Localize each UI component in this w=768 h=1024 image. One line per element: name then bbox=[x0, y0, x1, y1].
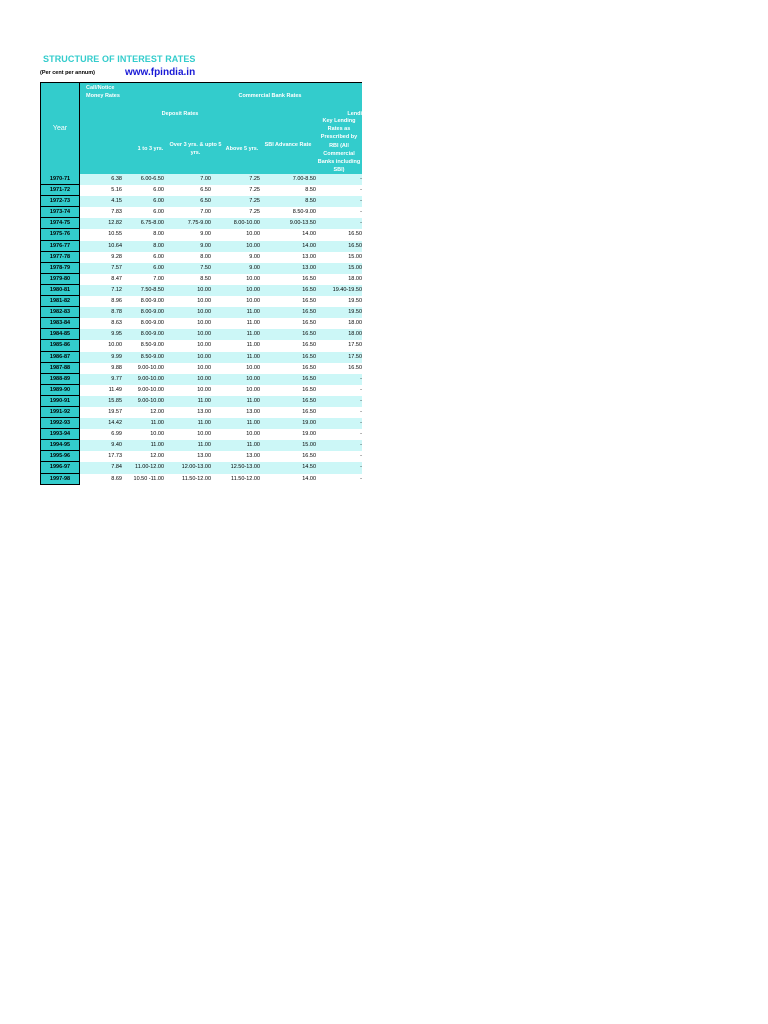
key-lending-cell: 18.00 bbox=[348, 320, 362, 327]
table-row bbox=[40, 396, 362, 407]
key-lending-cell: 19.40-19.50 bbox=[332, 286, 362, 293]
deposit-1-3-cell: 11.00-12.00 bbox=[135, 464, 164, 471]
key-lending-cell: - bbox=[360, 475, 362, 482]
table-row bbox=[40, 385, 362, 396]
deposit-3-5-cell: 10.00 bbox=[197, 320, 211, 327]
deposit-above-5-cell: 11.00 bbox=[246, 353, 260, 360]
table-row bbox=[40, 352, 362, 363]
sbi-advance-cell: 14.00 bbox=[302, 475, 316, 482]
deposit-3-5-cell: 6.50 bbox=[200, 187, 211, 194]
table-row bbox=[40, 340, 362, 351]
key-lending-cell: - bbox=[360, 431, 362, 438]
call-money-cell: 10.55 bbox=[108, 231, 122, 238]
deposit-3-5-cell: 8.00 bbox=[200, 253, 211, 260]
year-cell: 1974-75 bbox=[40, 218, 80, 229]
sbi-advance-cell: 8.50-9.00 bbox=[292, 209, 316, 216]
deposit-above-5-cell: 9.00 bbox=[249, 264, 260, 271]
deposit-3-5-cell: 10.00 bbox=[197, 298, 211, 305]
call-money-cell: 7.12 bbox=[111, 286, 122, 293]
deposit-3-5-cell: 10.00 bbox=[197, 342, 211, 349]
deposit-1-3-cell: 7.00 bbox=[153, 275, 164, 282]
year-cell: 1976-77 bbox=[40, 241, 80, 252]
year-cell: 1989-90 bbox=[40, 385, 80, 396]
sbi-advance-cell: 14.50 bbox=[302, 464, 316, 471]
deposit-1-3-cell: 8.00 bbox=[153, 231, 164, 238]
table-row bbox=[40, 274, 362, 285]
key-lending-cell: - bbox=[360, 375, 362, 382]
key-lending-cell: - bbox=[360, 209, 362, 216]
deposit-above-5-cell: 13.00 bbox=[246, 453, 260, 460]
year-cell: 1983-84 bbox=[40, 318, 80, 329]
deposit-1-3-cell: 6.75-8.00 bbox=[140, 220, 164, 227]
deposit-1-3-cell: 9.00-10.00 bbox=[137, 364, 164, 371]
header-sbi-advance-rate: SBI Advance Rate bbox=[264, 142, 312, 148]
year-cell: 1996-97 bbox=[40, 462, 80, 473]
unit-note: (Per cent per annum) bbox=[40, 70, 96, 76]
deposit-above-5-cell: 11.00 bbox=[246, 320, 260, 327]
deposit-3-5-cell: 9.00 bbox=[200, 231, 211, 238]
deposit-1-3-cell: 12.00 bbox=[150, 453, 164, 460]
table-row bbox=[40, 440, 362, 451]
deposit-1-3-cell: 10.00 bbox=[150, 431, 164, 438]
header-commercial-bank-rates: Commercial Bank Rates bbox=[238, 93, 302, 99]
call-money-cell: 8.47 bbox=[111, 275, 122, 282]
call-money-cell: 9.95 bbox=[111, 331, 122, 338]
key-lending-cell: 15.00 bbox=[348, 264, 362, 271]
deposit-3-5-cell: 10.00 bbox=[197, 353, 211, 360]
table-row bbox=[40, 196, 362, 207]
sbi-advance-cell: 8.50 bbox=[305, 198, 316, 205]
header-3-5-yrs: Over 3 yrs. & upto 5 yrs. bbox=[169, 142, 222, 157]
call-money-cell: 9.99 bbox=[111, 353, 122, 360]
call-money-cell: 8.96 bbox=[111, 298, 122, 305]
table-row bbox=[40, 329, 362, 340]
year-cell: 1971-72 bbox=[40, 185, 80, 196]
table-row bbox=[40, 229, 362, 240]
table-row bbox=[40, 451, 362, 462]
table-row bbox=[40, 263, 362, 274]
deposit-3-5-cell: 6.50 bbox=[200, 198, 211, 205]
deposit-above-5-cell: 7.25 bbox=[249, 187, 260, 194]
key-lending-cell: - bbox=[360, 198, 362, 205]
key-lending-cell: - bbox=[360, 442, 362, 449]
deposit-3-5-cell: 8.50 bbox=[200, 275, 211, 282]
deposit-above-5-cell: 7.25 bbox=[249, 198, 260, 205]
year-cell: 1990-91 bbox=[40, 396, 80, 407]
year-cell: 1991-92 bbox=[40, 407, 80, 418]
deposit-above-5-cell: 11.00 bbox=[246, 309, 260, 316]
deposit-above-5-cell: 11.00 bbox=[246, 442, 260, 449]
deposit-above-5-cell: 12.50-13.00 bbox=[230, 464, 260, 471]
sbi-advance-cell: 16.50 bbox=[302, 386, 316, 393]
key-lending-cell: - bbox=[360, 176, 362, 182]
deposit-above-5-cell: 13.00 bbox=[246, 408, 260, 415]
year-cell: 1987-88 bbox=[40, 363, 80, 374]
key-lending-cell: 16.50 bbox=[348, 242, 362, 249]
sbi-advance-cell: 16.50 bbox=[302, 331, 316, 338]
deposit-3-5-cell: 10.00 bbox=[197, 375, 211, 382]
deposit-1-3-cell: 8.00-9.00 bbox=[140, 309, 164, 316]
table-row bbox=[40, 418, 362, 429]
sbi-advance-cell: 9.00-13.50 bbox=[289, 220, 316, 227]
deposit-1-3-cell: 11.00 bbox=[150, 442, 164, 449]
deposit-1-3-cell: 6.00 bbox=[153, 198, 164, 205]
deposit-3-5-cell: 7.75-9.00 bbox=[187, 220, 211, 227]
deposit-above-5-cell: 10.00 bbox=[246, 286, 260, 293]
deposit-3-5-cell: 12.00-13.00 bbox=[181, 464, 211, 471]
deposit-3-5-cell: 13.00 bbox=[197, 453, 211, 460]
sbi-advance-cell: 8.50 bbox=[305, 187, 316, 194]
sbi-advance-cell: 13.00 bbox=[302, 253, 316, 260]
deposit-3-5-cell: 10.00 bbox=[197, 364, 211, 371]
key-lending-cell: 16.50 bbox=[348, 364, 362, 371]
call-money-cell: 10.00 bbox=[108, 342, 122, 349]
deposit-above-5-cell: 10.00 bbox=[246, 231, 260, 238]
deposit-3-5-cell: 7.00 bbox=[200, 209, 211, 216]
call-money-cell: 15.85 bbox=[108, 397, 122, 404]
header-deposit-rates: Deposit Rates bbox=[161, 111, 199, 117]
deposit-3-5-cell: 11.50-12.00 bbox=[182, 475, 211, 482]
call-money-cell: 14.42 bbox=[108, 420, 122, 427]
deposit-3-5-cell: 7.50 bbox=[200, 264, 211, 271]
deposit-above-5-cell: 11.50-12.00 bbox=[231, 475, 260, 482]
key-lending-cell: 15.00 bbox=[348, 253, 362, 260]
deposit-1-3-cell: 10.50 -11.00 bbox=[133, 475, 164, 482]
sbi-advance-cell: 7.00-8.50 bbox=[292, 176, 316, 182]
deposit-1-3-cell: 8.00-9.00 bbox=[140, 320, 164, 327]
deposit-1-3-cell: 9.00-10.00 bbox=[137, 375, 164, 382]
key-lending-cell: - bbox=[360, 420, 362, 427]
year-cell: 1994-95 bbox=[40, 440, 80, 451]
year-cell: 1984-85 bbox=[40, 329, 80, 340]
deposit-above-5-cell: 11.00 bbox=[246, 397, 260, 404]
call-money-cell: 19.57 bbox=[108, 408, 122, 415]
deposit-1-3-cell: 6.00-6.50 bbox=[140, 176, 164, 182]
year-cell: 1988-89 bbox=[40, 374, 80, 385]
deposit-1-3-cell: 9.00-10.00 bbox=[137, 386, 164, 393]
deposit-above-5-cell: 10.00 bbox=[246, 431, 260, 438]
sbi-advance-cell: 13.00 bbox=[302, 264, 316, 271]
sbi-advance-cell: 16.50 bbox=[302, 375, 316, 382]
deposit-above-5-cell: 10.00 bbox=[246, 375, 260, 382]
year-cell: 1973-74 bbox=[40, 207, 80, 218]
key-lending-cell: - bbox=[360, 187, 362, 194]
year-cell: 1977-78 bbox=[40, 252, 80, 263]
deposit-1-3-cell: 8.00 bbox=[153, 242, 164, 249]
sbi-advance-cell: 16.50 bbox=[302, 275, 316, 282]
call-money-cell: 11.49 bbox=[108, 386, 122, 393]
year-cell: 1993-94 bbox=[40, 429, 80, 440]
sbi-advance-cell: 16.50 bbox=[302, 353, 316, 360]
call-money-cell: 9.88 bbox=[111, 364, 122, 371]
key-lending-cell: - bbox=[360, 408, 362, 415]
table-row bbox=[40, 374, 362, 385]
year-cell: 1995-96 bbox=[40, 451, 80, 462]
deposit-1-3-cell: 7.50-8.50 bbox=[140, 286, 164, 293]
table-row bbox=[40, 407, 362, 418]
table-row bbox=[40, 185, 362, 196]
sbi-advance-cell: 16.50 bbox=[302, 408, 316, 415]
page-title: STRUCTURE OF INTEREST RATES bbox=[43, 54, 196, 64]
deposit-3-5-cell: 10.00 bbox=[197, 431, 211, 438]
key-lending-cell: 19.50 bbox=[348, 309, 362, 316]
table-body bbox=[40, 174, 362, 485]
deposit-above-5-cell: 10.00 bbox=[246, 298, 260, 305]
deposit-1-3-cell: 6.00 bbox=[153, 253, 164, 260]
year-cell: 1985-86 bbox=[40, 340, 80, 351]
deposit-3-5-cell: 10.00 bbox=[197, 331, 211, 338]
deposit-1-3-cell: 11.00 bbox=[150, 420, 164, 427]
call-money-cell: 4.15 bbox=[111, 198, 122, 205]
table-row bbox=[40, 296, 362, 307]
year-cell: 1981-82 bbox=[40, 296, 80, 307]
website-link[interactable]: www.fpindia.in bbox=[125, 67, 196, 78]
deposit-1-3-cell: 8.50-9.00 bbox=[140, 353, 164, 360]
sbi-advance-cell: 14.00 bbox=[302, 231, 316, 238]
header-lending-rates: Lendi bbox=[347, 111, 362, 117]
call-money-cell: 8.69 bbox=[111, 475, 122, 482]
table-row bbox=[40, 307, 362, 318]
sbi-advance-cell: 16.50 bbox=[302, 309, 316, 316]
call-money-cell: 8.63 bbox=[111, 320, 122, 327]
key-lending-cell: - bbox=[360, 220, 362, 227]
key-lending-cell: 17.50 bbox=[348, 342, 362, 349]
deposit-1-3-cell: 8.00-9.00 bbox=[140, 298, 164, 305]
deposit-3-5-cell: 10.00 bbox=[197, 286, 211, 293]
key-lending-cell: 16.50 bbox=[348, 231, 362, 238]
deposit-3-5-cell: 7.00 bbox=[200, 176, 211, 182]
sbi-advance-cell: 14.00 bbox=[302, 242, 316, 249]
table-row bbox=[40, 462, 362, 473]
deposit-above-5-cell: 10.00 bbox=[246, 275, 260, 282]
table-row bbox=[40, 241, 362, 252]
sbi-advance-cell: 16.50 bbox=[302, 298, 316, 305]
table-row bbox=[40, 285, 362, 296]
table-row bbox=[40, 429, 362, 440]
key-lending-cell: 18.00 bbox=[348, 331, 362, 338]
year-cell: 1997-98 bbox=[40, 474, 80, 485]
deposit-above-5-cell: 9.00 bbox=[249, 253, 260, 260]
table-header bbox=[40, 82, 362, 176]
sbi-advance-cell: 16.50 bbox=[302, 342, 316, 349]
deposit-1-3-cell: 9.00-10.00 bbox=[137, 397, 164, 404]
deposit-above-5-cell: 8.00-10.00 bbox=[233, 220, 260, 227]
table-row bbox=[40, 318, 362, 329]
deposit-1-3-cell: 12.00 bbox=[150, 408, 164, 415]
call-money-cell: 9.40 bbox=[111, 442, 122, 449]
call-money-cell: 7.83 bbox=[111, 209, 122, 216]
header-year: Year bbox=[40, 83, 80, 175]
deposit-above-5-cell: 11.00 bbox=[246, 420, 260, 427]
deposit-above-5-cell: 7.25 bbox=[249, 176, 260, 182]
table-row bbox=[40, 252, 362, 263]
deposit-1-3-cell: 6.00 bbox=[153, 209, 164, 216]
year-cell: 1986-87 bbox=[40, 352, 80, 363]
sbi-advance-cell: 16.50 bbox=[302, 453, 316, 460]
year-cell: 1978-79 bbox=[40, 263, 80, 274]
key-lending-cell: - bbox=[360, 464, 362, 471]
key-lending-cell: - bbox=[360, 397, 362, 404]
year-cell: 1975-76 bbox=[40, 229, 80, 240]
deposit-above-5-cell: 7.25 bbox=[249, 209, 260, 216]
key-lending-cell: - bbox=[360, 386, 362, 393]
key-lending-cell: 18.00 bbox=[348, 275, 362, 282]
deposit-1-3-cell: 6.00 bbox=[153, 187, 164, 194]
deposit-above-5-cell: 11.00 bbox=[246, 331, 260, 338]
call-money-cell: 9.28 bbox=[111, 253, 122, 260]
header-above-5-yrs: Above 5 yrs. bbox=[225, 146, 259, 152]
call-money-cell: 7.84 bbox=[111, 464, 122, 471]
year-cell: 1970-71 bbox=[40, 174, 80, 185]
call-money-cell: 5.16 bbox=[111, 187, 122, 194]
key-lending-cell: 17.50 bbox=[348, 353, 362, 360]
header-key-lending-rates: Key Lending Rates as Prescribed by RBI (All Commercial Banks including SBI) bbox=[317, 118, 361, 174]
deposit-1-3-cell: 8.50-9.00 bbox=[140, 342, 164, 349]
table-row bbox=[40, 363, 362, 374]
sbi-advance-cell: 16.50 bbox=[302, 320, 316, 327]
table-row bbox=[40, 474, 362, 485]
call-money-cell: 12.82 bbox=[108, 220, 122, 227]
call-money-cell: 7.57 bbox=[111, 264, 122, 271]
key-lending-cell: - bbox=[360, 453, 362, 460]
call-money-cell: 17.73 bbox=[108, 453, 122, 460]
sbi-advance-cell: 16.50 bbox=[302, 364, 316, 371]
year-cell: 1972-73 bbox=[40, 196, 80, 207]
call-money-cell: 9.77 bbox=[111, 375, 122, 382]
deposit-3-5-cell: 13.00 bbox=[197, 408, 211, 415]
deposit-3-5-cell: 11.00 bbox=[197, 397, 211, 404]
header-call-money: Call/Notice Money Rates bbox=[86, 85, 120, 100]
year-cell: 1992-93 bbox=[40, 418, 80, 429]
deposit-above-5-cell: 10.00 bbox=[246, 242, 260, 249]
sbi-advance-cell: 16.50 bbox=[302, 397, 316, 404]
header-1-3-yrs: 1 to 3 yrs. bbox=[137, 146, 164, 152]
call-money-cell: 10.64 bbox=[108, 242, 122, 249]
deposit-1-3-cell: 8.00-9.00 bbox=[140, 331, 164, 338]
sbi-advance-cell: 16.50 bbox=[302, 286, 316, 293]
table-row bbox=[40, 218, 362, 229]
sbi-advance-cell: 19.00 bbox=[302, 431, 316, 438]
deposit-3-5-cell: 11.00 bbox=[197, 442, 211, 449]
deposit-above-5-cell: 10.00 bbox=[246, 386, 260, 393]
table-row bbox=[40, 174, 362, 185]
table-row bbox=[40, 207, 362, 218]
call-money-cell: 6.99 bbox=[111, 431, 122, 438]
deposit-1-3-cell: 6.00 bbox=[153, 264, 164, 271]
deposit-3-5-cell: 10.00 bbox=[197, 309, 211, 316]
call-money-cell: 6.38 bbox=[111, 176, 122, 182]
year-cell: 1982-83 bbox=[40, 307, 80, 318]
call-money-cell: 8.78 bbox=[111, 309, 122, 316]
sbi-advance-cell: 19.00 bbox=[302, 420, 316, 427]
year-cell: 1980-81 bbox=[40, 285, 80, 296]
deposit-3-5-cell: 9.00 bbox=[200, 242, 211, 249]
deposit-above-5-cell: 11.00 bbox=[246, 342, 260, 349]
year-cell: 1979-80 bbox=[40, 274, 80, 285]
deposit-3-5-cell: 11.00 bbox=[197, 420, 211, 427]
deposit-3-5-cell: 10.00 bbox=[197, 386, 211, 393]
key-lending-cell: 19.50 bbox=[348, 298, 362, 305]
deposit-above-5-cell: 10.00 bbox=[246, 364, 260, 371]
sbi-advance-cell: 15.00 bbox=[302, 442, 316, 449]
